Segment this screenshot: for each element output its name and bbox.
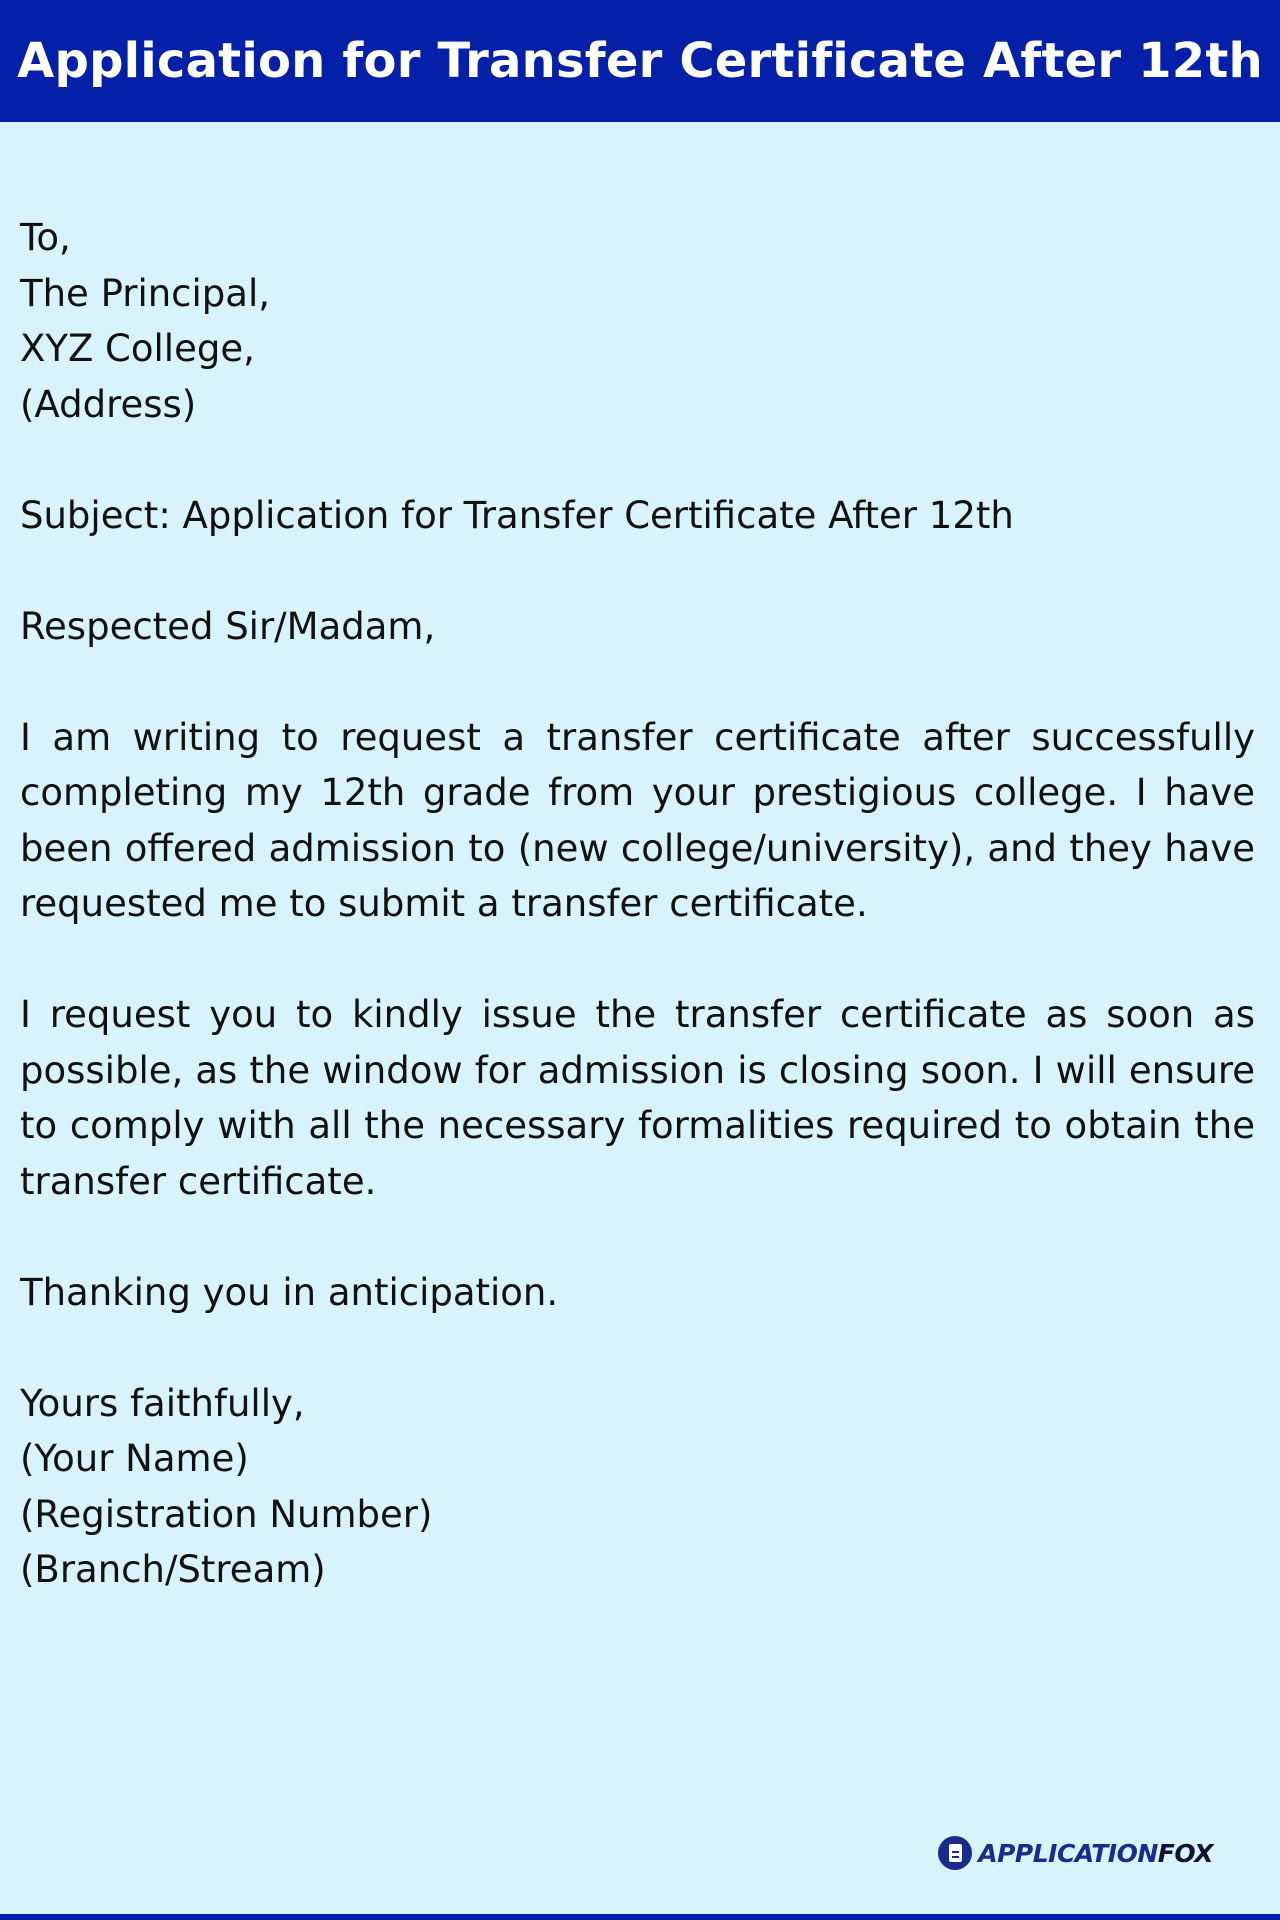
spacer [20, 432, 1255, 488]
document-icon [938, 1836, 972, 1870]
address-line: (Address) [20, 382, 197, 426]
address-line: The Principal, [20, 271, 271, 315]
brand-logo [938, 1836, 1213, 1870]
closing-line: (Your Name) [20, 1437, 249, 1480]
spacer [20, 1320, 1255, 1376]
body-paragraph-1: I am writing to request a transfer certificate after successfully completing my 12th grade from your prestigious college. I have been offered admission to (new college/university), and they have requested me to submit a transfer certificate. [20, 715, 1255, 925]
brand-logo-primary: APPLICATION [978, 1838, 1158, 1868]
spacer [20, 932, 1255, 988]
page-title: Application for Transfer Certificate After 12th [17, 33, 1263, 89]
spacer [20, 543, 1255, 599]
letter-body [20, 210, 1255, 1598]
header-banner [0, 0, 1280, 122]
closing-line: (Registration Number) [20, 1492, 433, 1536]
address-line: XYZ College, [20, 327, 255, 370]
closing-line: Yours faithfully, [20, 1381, 305, 1425]
body-paragraph-2: I request you to kindly issue the transfer certificate as soon as possible, as the window for admission is closing soon. I will ensure to comply with all the necessary formalities required to obtain the transfer certificate. [20, 993, 1255, 1203]
thanks-line: Thanking you in anticipation. [20, 1270, 559, 1314]
brand-logo-text [978, 1839, 1213, 1868]
subject-line: Subject: Application for Transfer Certificate After 12th [20, 493, 1014, 537]
salutation: Respected Sir/Madam, [20, 604, 436, 648]
closing-line: (Branch/Stream) [20, 1548, 326, 1591]
footer-bar [0, 1914, 1280, 1920]
brand-logo-accent: FOX [1157, 1838, 1213, 1868]
spacer [20, 1209, 1255, 1265]
spacer [20, 654, 1255, 710]
address-line: To, [20, 216, 71, 259]
